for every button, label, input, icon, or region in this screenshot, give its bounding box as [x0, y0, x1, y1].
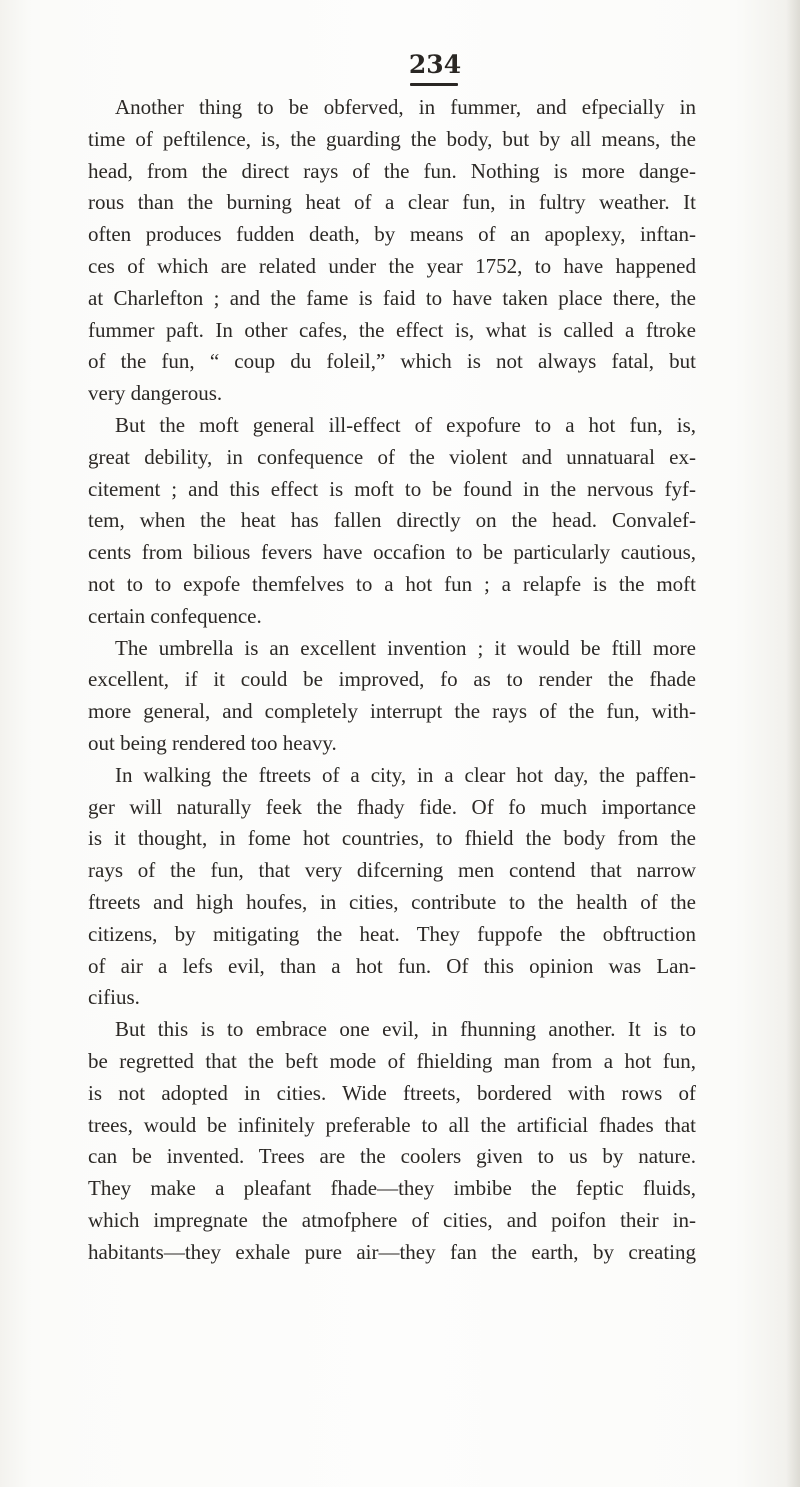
text-line: head, from the direct rays of the fun. Nothing is more dange-: [88, 158, 696, 183]
text-line: But the moft general ill-effect of expofure to a hot fun, is,: [115, 412, 696, 437]
page-number: 234: [408, 50, 462, 79]
page-number-rule: [410, 83, 458, 86]
page-edge-shadow: [786, 0, 800, 1487]
text-line: rays of the fun, that very difcerning men contend that narrow: [88, 858, 696, 883]
text-line: In walking the ftreets of a city, in a clear hot day, the paffen-: [115, 762, 696, 787]
text-line: can be invented. Trees are the coolers given to us by nature.: [88, 1144, 696, 1169]
text-line: excellent, if it could be improved, fo as to render the fhade: [88, 667, 696, 692]
text-line: tem, when the heat has fallen directly on the head. Convalef-: [88, 508, 696, 533]
text-line: The umbrella is an excellent invention ; it would be ftill more: [115, 635, 696, 660]
text-line: But this is to embrace one evil, in fhunning another. It is to: [115, 1017, 696, 1042]
text-line: which impregnate the atmofphere of cities, and poifon their in-: [88, 1207, 696, 1232]
text-line: is it thought, in fome hot countries, to fhield the body from the: [88, 826, 696, 851]
text-line: citizens, by mitigating the heat. They fuppofe the obftruction: [88, 921, 696, 946]
body-text: [88, 92, 696, 1268]
text-line: citement ; and this effect is moft to be found in the nervous fyf-: [88, 476, 696, 501]
text-line: is not adopted in cities. Wide ftreets, bordered with rows of: [88, 1080, 696, 1105]
text-line: fummer paft. In other cafes, the effect is, what is called a ftroke: [88, 317, 696, 342]
text-line: They make a pleafant fhade—they imbibe the feptic fluids,: [88, 1176, 696, 1201]
text-line: of the fun, “ coup du foleil,” which is not always fatal, but: [88, 349, 696, 374]
text-line: certain confequence.: [88, 603, 262, 628]
text-line: very dangerous.: [88, 381, 223, 406]
text-line: Another thing to be obferved, in fummer, and efpecially in: [115, 95, 696, 119]
text-line: of air a lefs evil, than a hot fun. Of this opinion was Lan-: [88, 953, 696, 978]
text-line: out being rendered too heavy.: [88, 730, 337, 755]
text-line: ger will naturally feek the fhady fide. Of fo much importance: [88, 794, 696, 819]
text-line: time of peftilence, is, the guarding the body, but by all means, the: [88, 126, 696, 151]
text-line: cifius.: [88, 985, 140, 1010]
text-line: trees, would be infinitely preferable to all the artificial fhades that: [88, 1112, 696, 1137]
text-line: be regretted that the beft mode of fhielding man from a hot fun,: [88, 1048, 696, 1073]
text-line: ces of which are related under the year 1752, to have happened: [88, 253, 696, 278]
text-line: ftreets and high houfes, in cities, contribute to the health of the: [88, 889, 696, 914]
text-line: not to to expofe themfelves to a hot fun ; a relapfe is the moft: [88, 571, 696, 596]
text-line: more general, and completely interrupt the rays of the fun, with-: [88, 699, 696, 724]
text-line: rous than the burning heat of a clear fun, in fultry weather. It: [88, 190, 696, 215]
text-line: at Charlefton ; and the fame is faid to have taken place there, the: [88, 285, 696, 310]
text-line: often produces fudden death, by means of an apoplexy, inftan-: [88, 222, 696, 247]
text-line: great debility, in confequence of the violent and unnatuaral ex-: [88, 444, 696, 469]
text-line: cents from bilious fevers have occafion to be particularly cautious,: [88, 540, 696, 565]
text-line: habitants—they exhale pure air—they fan the earth, by creating: [88, 1239, 696, 1264]
